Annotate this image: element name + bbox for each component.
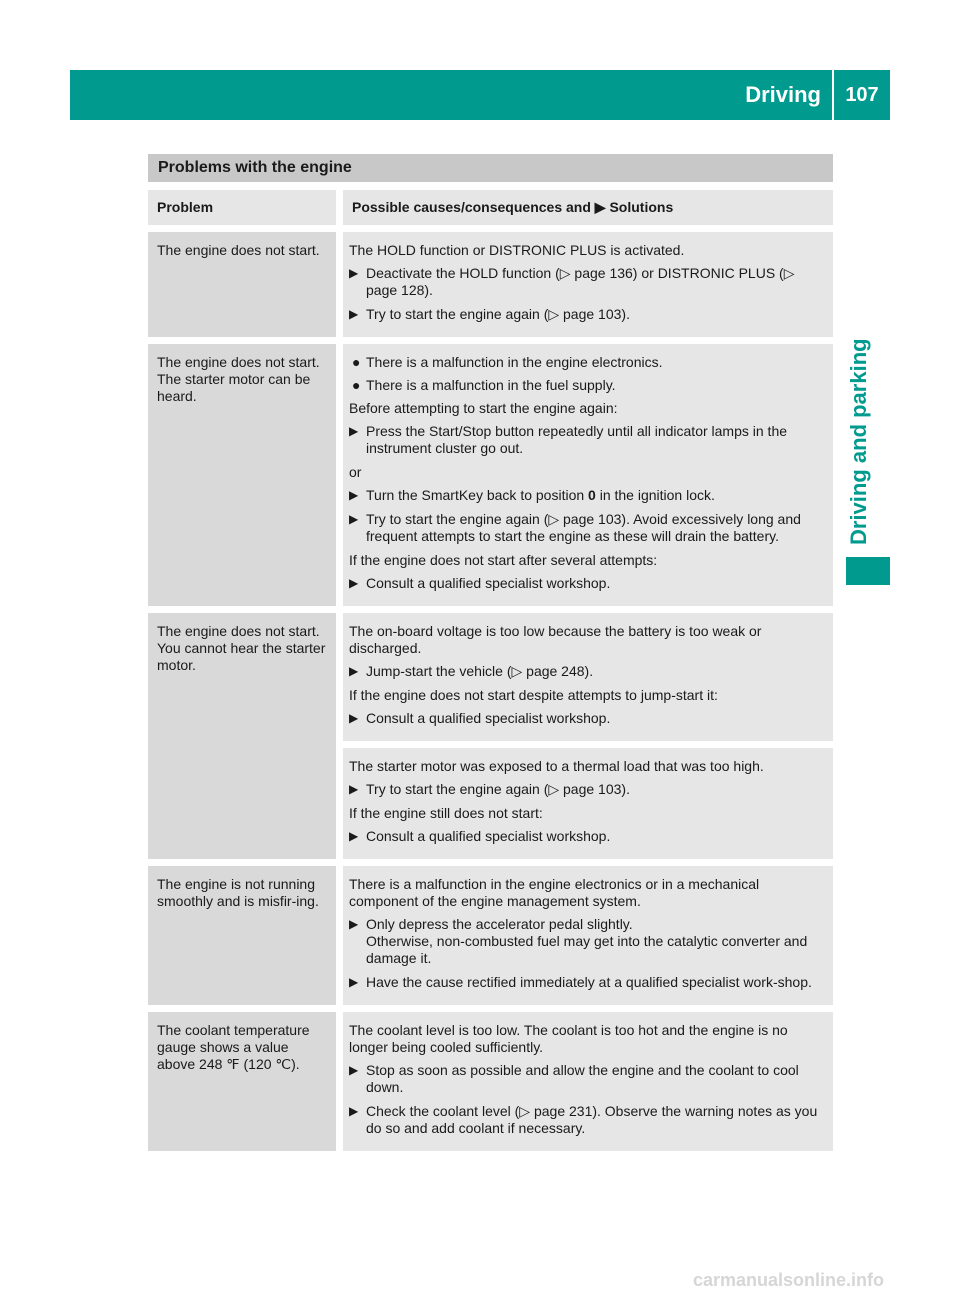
action-note: Otherwise, non-combusted fuel may get into the catalytic converter and damage it. (366, 933, 808, 966)
problem-cell: The engine is not running smoothly and is misfir-ing. (148, 866, 343, 1012)
action-text: Try to start the engine again (▷ page 103). (366, 306, 630, 322)
position-value: 0 (588, 487, 596, 503)
solution-cell (343, 866, 833, 1012)
solutions-header-prefix: Possible causes/consequences and (352, 199, 591, 215)
action-text: Consult a qualified specialist workshop. (366, 828, 611, 844)
solution-cell (343, 232, 833, 344)
action-step (349, 710, 827, 727)
header-section-title: Driving (745, 82, 821, 107)
action-step (349, 781, 827, 798)
action-text: Deactivate the HOLD function (▷ page 136) or DISTRONIC PLUS (▷ page 128). (366, 265, 795, 298)
triangle-right-icon: ▶ (349, 917, 359, 931)
bullet-text: There is a malfunction in the fuel supply. (366, 377, 616, 393)
solution-cell (343, 748, 833, 866)
action-step (349, 306, 827, 323)
action-text: Stop as soon as possible and allow the engine and the coolant to cool down. (366, 1062, 799, 1095)
problem-cell: The engine does not start. The starter motor can be heard. (148, 344, 343, 613)
table-row (148, 344, 833, 613)
action-step (349, 575, 827, 592)
action-text: Check the coolant level (▷ page 231). Observe the warning notes as you do so and add coolant if necessary. (366, 1103, 818, 1136)
solution-cell (343, 613, 833, 748)
cause-bullet (349, 354, 827, 371)
cause-text: The starter motor was exposed to a thermal load that was too high. (349, 758, 764, 774)
problem-cell: The engine does not start. You cannot hear the starter motor. (148, 613, 343, 866)
instruction-text: If the engine does not start after several attempts: (349, 552, 658, 568)
bullet-icon: ● (352, 377, 361, 393)
solution-cell (343, 1012, 833, 1158)
instruction-text: If the engine still does not start: (349, 805, 543, 821)
triangle-right-icon: ▶ (349, 307, 359, 321)
cause-text: The on-board voltage is too low because the battery is too weak or discharged. (349, 623, 762, 656)
side-tab-marker (846, 557, 890, 585)
action-text: Try to start the engine again (▷ page 103). (366, 781, 630, 797)
action-text-pre: Turn the SmartKey back to position (366, 487, 589, 503)
instruction-text: If the engine does not start despite attempts to jump-start it: (349, 687, 718, 703)
bullet-icon: ● (352, 354, 361, 370)
side-tab-label: Driving and parking (846, 338, 871, 545)
problem-cell: The engine does not start. (148, 232, 343, 344)
cause-text: There is a malfunction in the engine electronics or in a mechanical component of the engine management system. (349, 876, 760, 909)
action-step (349, 265, 827, 299)
action-step (349, 828, 827, 845)
action-text-post: in the ignition lock. (595, 487, 715, 503)
action-text: Try to start the engine again (▷ page 103). Avoid excessively long and frequent attempts to start the engine as these will drain the battery. (366, 511, 801, 544)
triangle-right-icon: ▶ (349, 512, 359, 526)
problem-column-header: Problem (148, 190, 343, 232)
or-text: or (349, 464, 362, 480)
section-title: Problems with the engine (148, 154, 833, 182)
cause-text: The coolant level is too low. The coolant is too hot and the engine is no longer being cooled sufficiently. (349, 1022, 788, 1055)
triangle-right-icon: ▶ (349, 711, 359, 725)
triangle-right-icon: ▶ (349, 424, 359, 438)
troubleshooting-table (148, 190, 833, 1158)
cause-bullet (349, 377, 827, 394)
action-text: Consult a qualified specialist workshop. (366, 575, 611, 591)
action-step (349, 916, 827, 967)
bullet-text: There is a malfunction in the engine electronics. (366, 354, 663, 370)
action-step (349, 511, 827, 545)
action-text: Only depress the accelerator pedal slightly. (366, 916, 633, 932)
table-row (148, 1012, 833, 1158)
action-step (349, 663, 827, 680)
triangle-right-icon: ▶ (349, 488, 359, 502)
triangle-right-icon: ▶ (349, 664, 359, 678)
triangle-right-icon: ▶ (349, 782, 359, 796)
cause-text: The HOLD function or DISTRONIC PLUS is activated. (349, 242, 685, 258)
action-text: Consult a qualified specialist workshop. (366, 710, 611, 726)
table-row (148, 613, 833, 748)
solutions-header-suffix: Solutions (609, 199, 674, 215)
solutions-column-header (343, 190, 833, 232)
table-row (148, 232, 833, 344)
triangle-right-icon: ▶ (349, 1063, 359, 1077)
instruction-text: Before attempting to start the engine again: (349, 400, 618, 416)
action-step (349, 487, 827, 504)
table-row (148, 866, 833, 1012)
triangle-right-icon: ▶ (349, 975, 359, 989)
solution-cell (343, 344, 833, 613)
action-step (349, 423, 827, 457)
page-number: 107 (845, 84, 879, 106)
problem-cell: The coolant temperature gauge shows a value above 248 ℉ (120 ℃). (148, 1012, 343, 1158)
action-text: Jump-start the vehicle (▷ page 248). (366, 663, 594, 679)
triangle-right-icon: ▶ (349, 829, 359, 843)
watermark: carmanualsonline.info (693, 1270, 885, 1290)
triangle-right-icon: ▶ (349, 576, 359, 590)
action-text: Press the Start/Stop button repeatedly until all indicator lamps in the instrument cluster go out. (366, 423, 788, 456)
action-text: Have the cause rectified immediately at a qualified specialist work-shop. (366, 974, 812, 990)
action-step (349, 1062, 827, 1096)
triangle-right-icon: ▶ (594, 199, 606, 215)
action-step (349, 1103, 827, 1137)
triangle-right-icon: ▶ (349, 1104, 359, 1118)
table-header-row (148, 190, 833, 232)
triangle-right-icon: ▶ (349, 266, 359, 280)
action-step (349, 974, 827, 991)
